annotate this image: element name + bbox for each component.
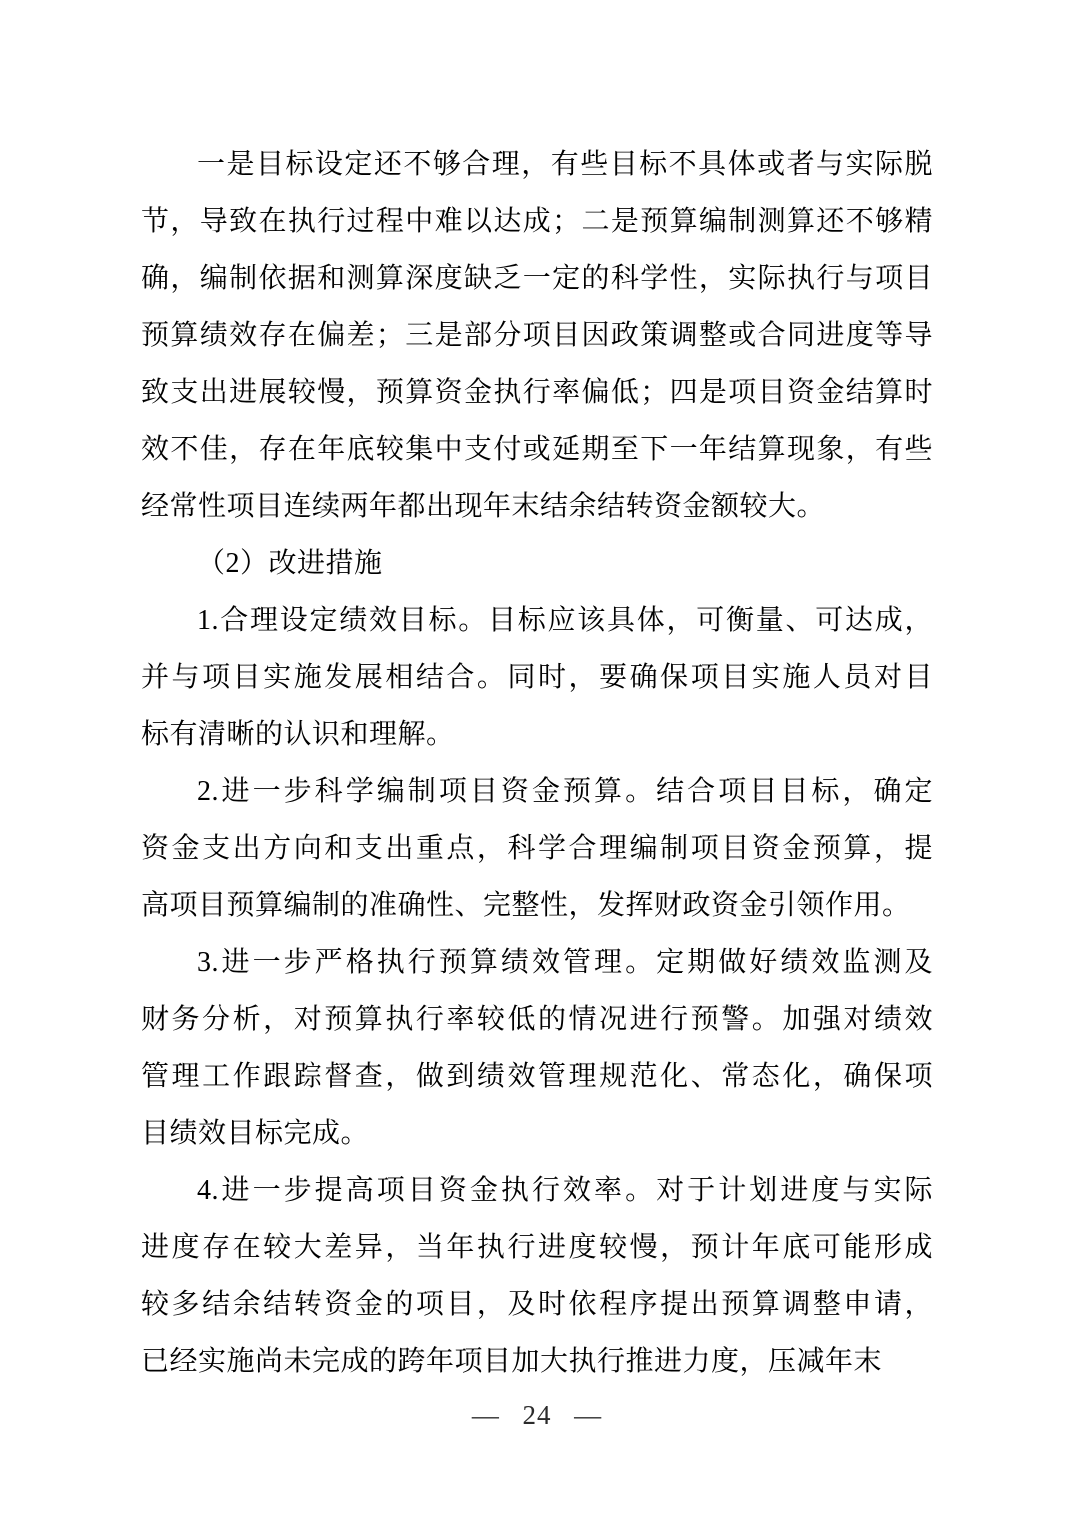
text-line: （2）改进措施 <box>197 548 383 579</box>
paragraph <box>141 763 933 934</box>
text-line: 目绩效目标完成。 <box>141 1118 370 1149</box>
text-line: 预算绩效存在偏差；三是部分项目因政策调整或合同进度等导 <box>141 320 933 351</box>
text-line: 较多结余结转资金的项目，及时依程序提出预算调整申请， <box>141 1289 933 1320</box>
text-line: 并与项目实施发展相结合。同时，要确保项目实施人员对目 <box>141 662 933 693</box>
text-line: 高项目预算编制的准确性、完整性，发挥财政资金引领作用。 <box>141 890 911 921</box>
page-number: — 24 — <box>471 1400 603 1430</box>
paragraph <box>141 1162 933 1390</box>
text-line: 一是目标设定还不够合理，有些目标不具体或者与实际脱 <box>197 149 933 180</box>
text-line: 4.进一步提高项目资金执行效率。对于计划进度与实际 <box>197 1175 933 1206</box>
paragraph <box>141 136 933 535</box>
text-line: 进度存在较大差异，当年执行进度较慢，预计年底可能形成 <box>141 1232 933 1263</box>
text-line: 资金支出方向和支出重点，科学合理编制项目资金预算，提 <box>141 833 933 864</box>
document-body <box>141 136 933 1390</box>
text-line: 1.合理设定绩效目标。目标应该具体，可衡量、可达成， <box>197 605 933 636</box>
text-line: 3.进一步严格执行预算绩效管理。定期做好绩效监测及 <box>197 947 933 978</box>
paragraph <box>141 535 933 592</box>
text-line: 致支出进展较慢，预算资金执行率偏低；四是项目资金结算时 <box>141 377 933 408</box>
text-line: 标有清晰的认识和理解。 <box>141 719 455 750</box>
text-line: 节，导致在执行过程中难以达成；二是预算编制测算还不够精 <box>141 206 933 237</box>
text-line: 2.进一步科学编制项目资金预算。结合项目目标，确定 <box>197 776 933 807</box>
text-line: 管理工作跟踪督查，做到绩效管理规范化、常态化，确保项 <box>141 1061 933 1092</box>
paragraph <box>141 592 933 763</box>
text-line: 确，编制依据和测算深度缺乏一定的科学性，实际执行与项目 <box>141 263 933 294</box>
text-line: 经常性项目连续两年都出现年末结余结转资金额较大。 <box>141 491 826 522</box>
text-line: 财务分析，对预算执行率较低的情况进行预警。加强对绩效 <box>141 1004 933 1035</box>
text-line: 已经实施尚未完成的跨年项目加大执行推进力度，压减年末 <box>141 1346 883 1377</box>
text-line: 效不佳，存在年底较集中支付或延期至下一年结算现象，有些 <box>141 434 933 465</box>
paragraph <box>141 934 933 1162</box>
